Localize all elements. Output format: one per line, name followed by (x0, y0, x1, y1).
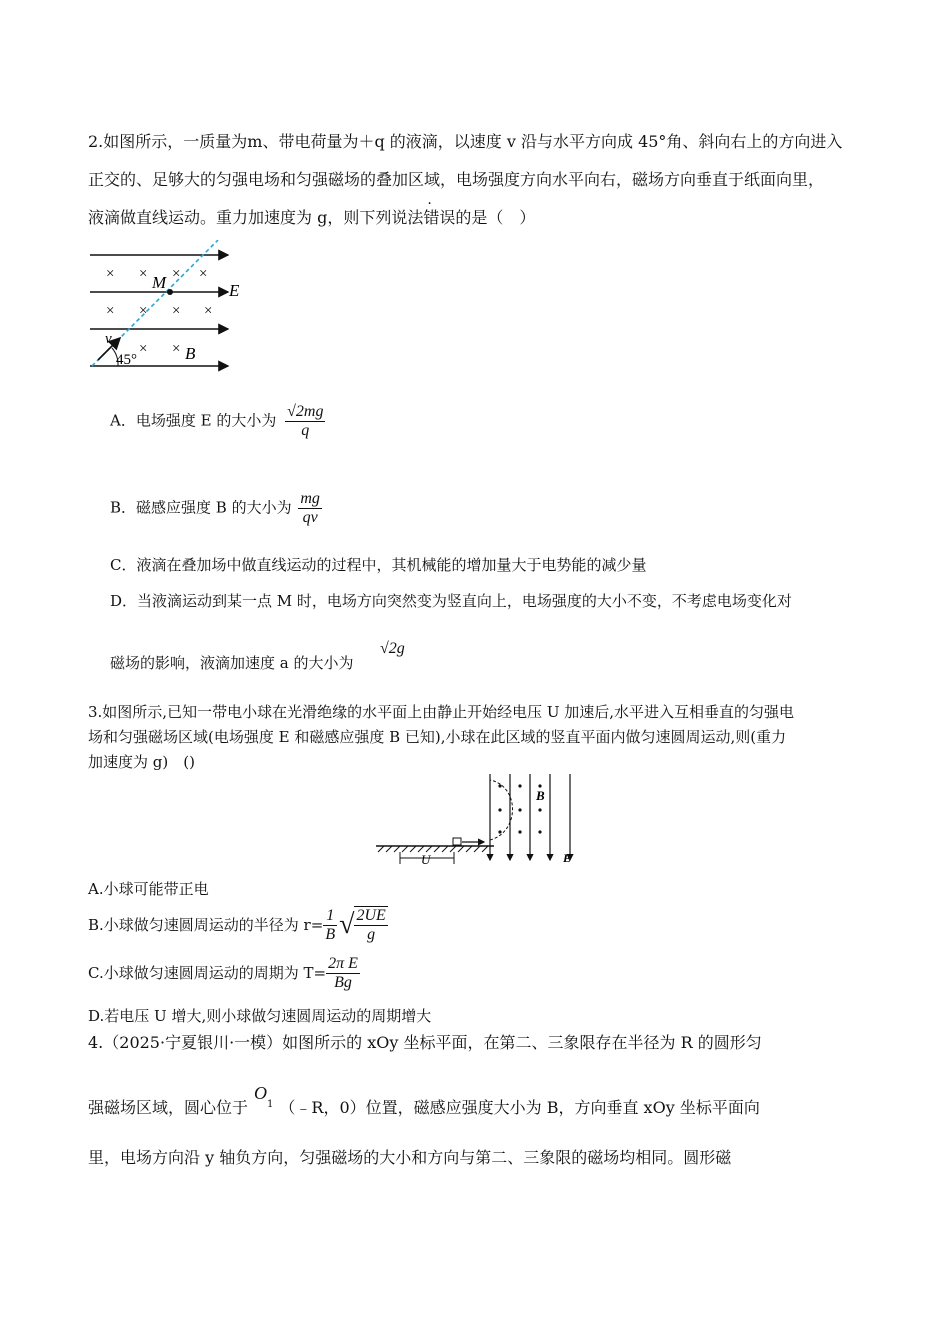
label-angle: 45° (116, 352, 137, 368)
q4-center-symbol: O (254, 1083, 268, 1103)
q2-option-a-fraction (285, 403, 325, 440)
q2-emphasis-word: 错误 (423, 208, 456, 227)
field-lines-vertical (490, 774, 570, 860)
small-ball (453, 838, 461, 845)
cross-mark: × (139, 341, 148, 357)
q3-option-b-num: 1 (323, 907, 337, 926)
q3-stem-line3: 加速度为 g) () (88, 753, 195, 771)
q3-option-b-fraction (323, 907, 337, 944)
q2-stem-line3-pre: 液滴做直线运动。重力加速度为 g，则下列说法 (88, 208, 424, 227)
q2-option-b-num: mg (300, 490, 320, 507)
q4-stem-line2-pre: 强磁场区域，圆心位于 (88, 1098, 249, 1117)
label-E: E (563, 851, 572, 865)
label-B: B (536, 788, 545, 803)
sqrt-icon: √ (339, 909, 355, 940)
q2-stem-line3-post: 的是（ ） (455, 208, 536, 227)
q3-option-b-text: B.小球做匀速圆周运动的半径为 r= (88, 915, 324, 934)
label-v: v (105, 331, 112, 347)
cross-mark: × (139, 266, 148, 282)
cross-mark: × (172, 303, 181, 319)
q3-option-c-den: Bg (334, 974, 352, 991)
cross-mark: × (139, 303, 148, 319)
q4-stem-line2 (88, 1083, 760, 1121)
q3-figure (374, 772, 578, 872)
q3-option-b-rad-den: g (367, 926, 376, 943)
cross-mark: × (172, 341, 181, 357)
q3-option-a: A.小球可能带正电 (88, 880, 209, 898)
label-M: M (152, 273, 167, 292)
q2-option-d-line1: D．当液滴运动到某一点 M 时，电场方向突然变为竖直向上，电场强度的大小不变，不考虑电场变化对 (110, 592, 792, 610)
q4-stem-line3: 里，电场方向沿 y 轴负方向，匀强磁场的大小和方向与第二、三象限的磁场均相同。圆形磁 (88, 1148, 732, 1167)
q2-option-a (110, 403, 325, 440)
cross-mark: × (204, 303, 213, 319)
point-M (167, 289, 173, 295)
q2-option-b-fraction (298, 490, 322, 527)
q2-figure (86, 240, 256, 378)
label-U: U (421, 852, 431, 867)
q3-option-c (88, 955, 360, 992)
q3-option-c-num: 2π E (328, 955, 358, 972)
q2-stem-line1: 2.如图所示，一质量为m、带电荷量为＋q 的液滴，以速度 v 沿与水平方向成 45°角、斜向右上的方向进入 (88, 132, 843, 151)
q4-center-subscript: 1 (267, 1099, 274, 1110)
q3-option-c-text: C.小球做匀速圆周运动的周期为 T= (88, 964, 327, 982)
q2-option-d-line2: 磁场的影响，液滴加速度 a 的大小为 (110, 654, 354, 672)
q3-option-d: D.若电压 U 增大,则小球做匀速圆周运动的周期增大 (88, 1007, 432, 1025)
q2-option-b-text: B．磁感应强度 B 的大小为 (110, 498, 292, 517)
cross-mark: × (106, 266, 115, 282)
q2-stem-line3 (88, 208, 535, 228)
cross-mark: × (199, 266, 208, 282)
ground-hatch (378, 846, 488, 852)
q3-stem-line1: 3.如图所示,已知一带电小球在光滑绝缘的水平面上由静止开始经电压 U 加速后,水平进入互相垂直的匀强电 (88, 703, 795, 721)
q2-option-c: C．液滴在叠加场中做直线运动的过程中，其机械能的增加量大于电势能的减少量 (110, 556, 647, 574)
cross-mark: × (106, 303, 115, 319)
q2-option-a-num: √2mg (287, 403, 324, 420)
q3-option-b-den: B (325, 925, 336, 943)
q4-stem-line1: 4.（2025·宁夏银川·一模）如图所示的 xOy 坐标平面，在第二、三象限存在半径为 R 的圆形匀 (88, 1033, 762, 1052)
q3-option-c-fraction (326, 955, 360, 992)
q3-option-b-rad-num: 2UE (356, 907, 386, 924)
q2-option-a-den: q (301, 422, 310, 439)
label-B: B (185, 344, 196, 363)
q3-option-b-radicand (354, 906, 387, 944)
cross-mark: × (172, 266, 181, 282)
q2-stem-line2: 正交的、足够大的匀强电场和匀强磁场的叠加区域，电场强度方向水平向右，磁场方向垂直于纸面向里， (88, 170, 825, 189)
q2-option-d-value: √2g (380, 640, 405, 657)
q2-option-a-text: A．电场强度 E 的大小为 (110, 411, 277, 430)
q2-option-b (110, 490, 322, 527)
q3-option-b (88, 906, 388, 944)
label-E: E (229, 281, 240, 300)
q2-option-b-den: qv (302, 509, 318, 526)
q4-stem-line2-post: （﹣R，0）位置，磁感应强度大小为 B，方向垂直 xOy 坐标平面向 (279, 1098, 760, 1117)
q3-stem-line2: 场和匀强磁场区域(电场强度 E 和磁感应强度 B 已知),小球在此区域的竖直平面内做匀速圆周运动,则(重力 (88, 728, 787, 746)
